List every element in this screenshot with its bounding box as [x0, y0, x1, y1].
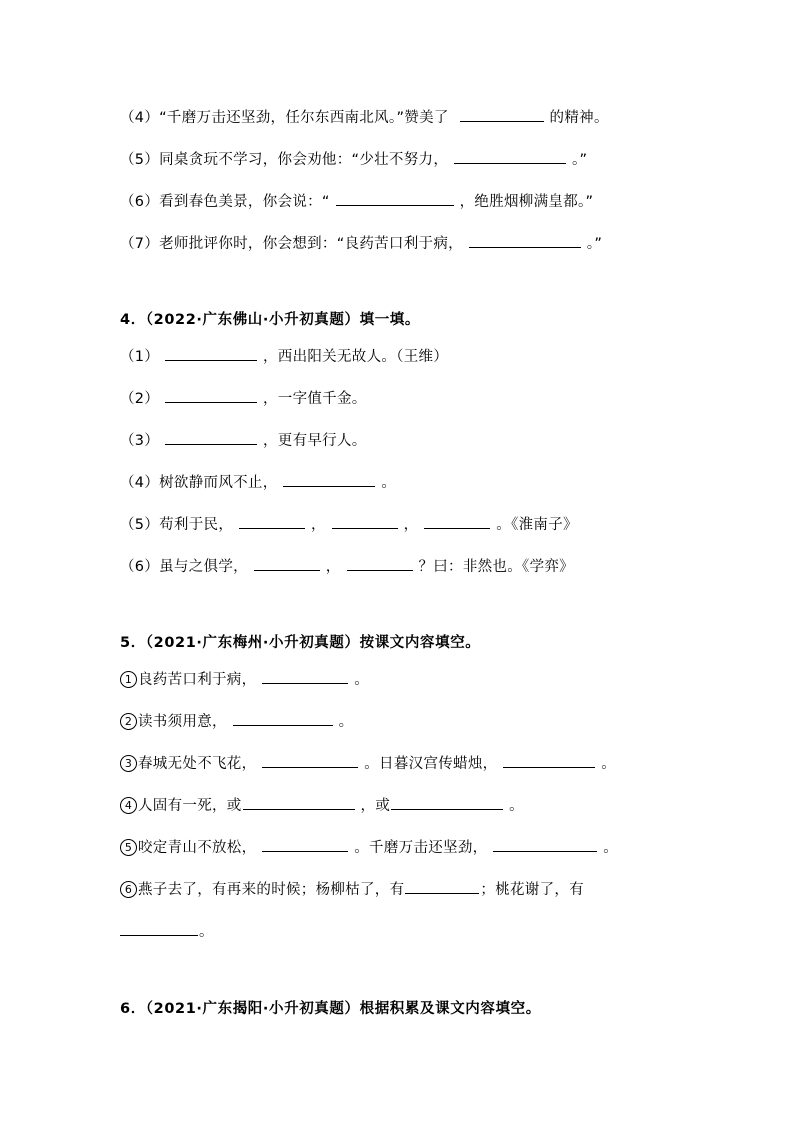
answer-blank[interactable]	[165, 346, 257, 361]
text: 咬定青山不放松，	[138, 840, 257, 856]
item-4-3	[120, 430, 367, 451]
item-4-6	[120, 556, 574, 577]
circled-number-2: 2	[120, 713, 137, 730]
answer-blank[interactable]	[243, 795, 355, 810]
answer-blank[interactable]	[424, 514, 490, 529]
item-4-2	[120, 388, 367, 409]
text: （4）树欲静而风不止，	[120, 475, 278, 491]
text: （1）	[120, 349, 160, 365]
answer-blank[interactable]	[254, 556, 320, 571]
item-5-5	[120, 837, 618, 858]
answer-blank[interactable]	[165, 430, 257, 445]
question-5-title: 5．（2021·广东梅州·小升初真题）按课文内容填空。	[120, 635, 481, 651]
item-4-5	[120, 514, 578, 535]
answer-blank[interactable]	[460, 107, 544, 122]
text: （5）苟利于民，	[120, 517, 234, 533]
text: 。	[381, 475, 397, 491]
item-5-1	[120, 669, 369, 690]
text: ，	[325, 559, 341, 575]
answer-blank[interactable]	[469, 233, 581, 248]
item-5-6	[120, 879, 584, 900]
text: 。	[199, 924, 214, 940]
text: 燕子去了，有再来的时候；杨柳枯了，有	[138, 882, 405, 898]
text: ，绝胜烟柳满皇都。”	[459, 194, 594, 210]
circled-number-6: 6	[120, 881, 137, 898]
item-4-4	[120, 472, 396, 493]
answer-blank[interactable]	[454, 149, 566, 164]
text: （5）同桌贪玩不学习，你会劝他：“少壮不努力，	[120, 152, 449, 168]
text: （4）“千磨万击还坚劲，任尔东西南北风。”赞美了	[120, 110, 449, 126]
text: ？曰：非然也。《学弈》	[418, 559, 574, 575]
text: （6）虽与之俱学，	[120, 559, 248, 575]
text: 。	[509, 798, 524, 814]
text: 。千磨万击还坚劲，	[354, 840, 488, 856]
item-5-2	[120, 711, 353, 732]
answer-blank[interactable]	[239, 514, 305, 529]
item-3-7	[120, 233, 602, 254]
item-5-3	[120, 753, 616, 774]
answer-blank[interactable]	[332, 514, 398, 529]
text: 。《淮南子》	[496, 517, 578, 533]
answer-blank[interactable]	[120, 921, 198, 936]
item-3-5	[120, 149, 587, 170]
item-5-4	[120, 795, 524, 816]
text: 的精神。	[549, 110, 609, 126]
text: 良药苦口利于病，	[138, 672, 257, 688]
text: （6）看到春色美景，你会说：“	[120, 194, 330, 210]
answer-blank[interactable]	[336, 191, 454, 206]
text: ，一字值千金。	[262, 391, 367, 407]
answer-blank[interactable]	[262, 669, 348, 684]
item-3-6	[120, 191, 593, 212]
text: ，更有早行人。	[262, 433, 367, 449]
text: 。	[601, 756, 617, 772]
text: ；桃花谢了，有	[480, 882, 585, 898]
circled-number-4: 4	[120, 797, 137, 814]
text: 。”	[586, 236, 603, 252]
answer-blank[interactable]	[262, 753, 358, 768]
item-3-4	[120, 107, 609, 128]
text: 读书须用意，	[138, 714, 227, 730]
text: ，	[310, 517, 326, 533]
text: ，或	[360, 798, 391, 814]
text: 。	[603, 840, 619, 856]
answer-blank[interactable]	[262, 837, 348, 852]
question-6-title: 6．（2021·广东揭阳·小升初真题）根据积累及课文内容填空。	[120, 1001, 541, 1017]
circled-number-1: 1	[120, 671, 137, 688]
item-5-6-continued	[120, 921, 214, 942]
text: 春城无处不飞花，	[138, 756, 257, 772]
answer-blank[interactable]	[405, 879, 479, 894]
answer-blank[interactable]	[347, 556, 413, 571]
answer-blank[interactable]	[283, 472, 375, 487]
circled-number-5: 5	[120, 839, 137, 856]
text: （7）老师批评你时，你会想到：“良药苦口利于病，	[120, 236, 463, 252]
text: 。	[338, 714, 354, 730]
answer-blank[interactable]	[493, 837, 597, 852]
answer-blank[interactable]	[391, 795, 503, 810]
text: ，西出阳关无故人。（王维）	[262, 349, 449, 365]
item-4-1	[120, 346, 448, 367]
answer-blank[interactable]	[165, 388, 257, 403]
answer-blank[interactable]	[233, 711, 333, 726]
circled-number-3: 3	[120, 755, 137, 772]
text: 。”	[571, 152, 588, 168]
text: （2）	[120, 391, 160, 407]
text: ，	[403, 517, 419, 533]
text: 。日暮汉宫传蜡烛，	[364, 756, 498, 772]
text: 人固有一死，或	[138, 798, 242, 814]
text: （3）	[120, 433, 160, 449]
text: 。	[354, 672, 370, 688]
answer-blank[interactable]	[503, 753, 595, 768]
question-4-title: 4．（2022·广东佛山·小升初真题）填一填。	[120, 312, 421, 328]
